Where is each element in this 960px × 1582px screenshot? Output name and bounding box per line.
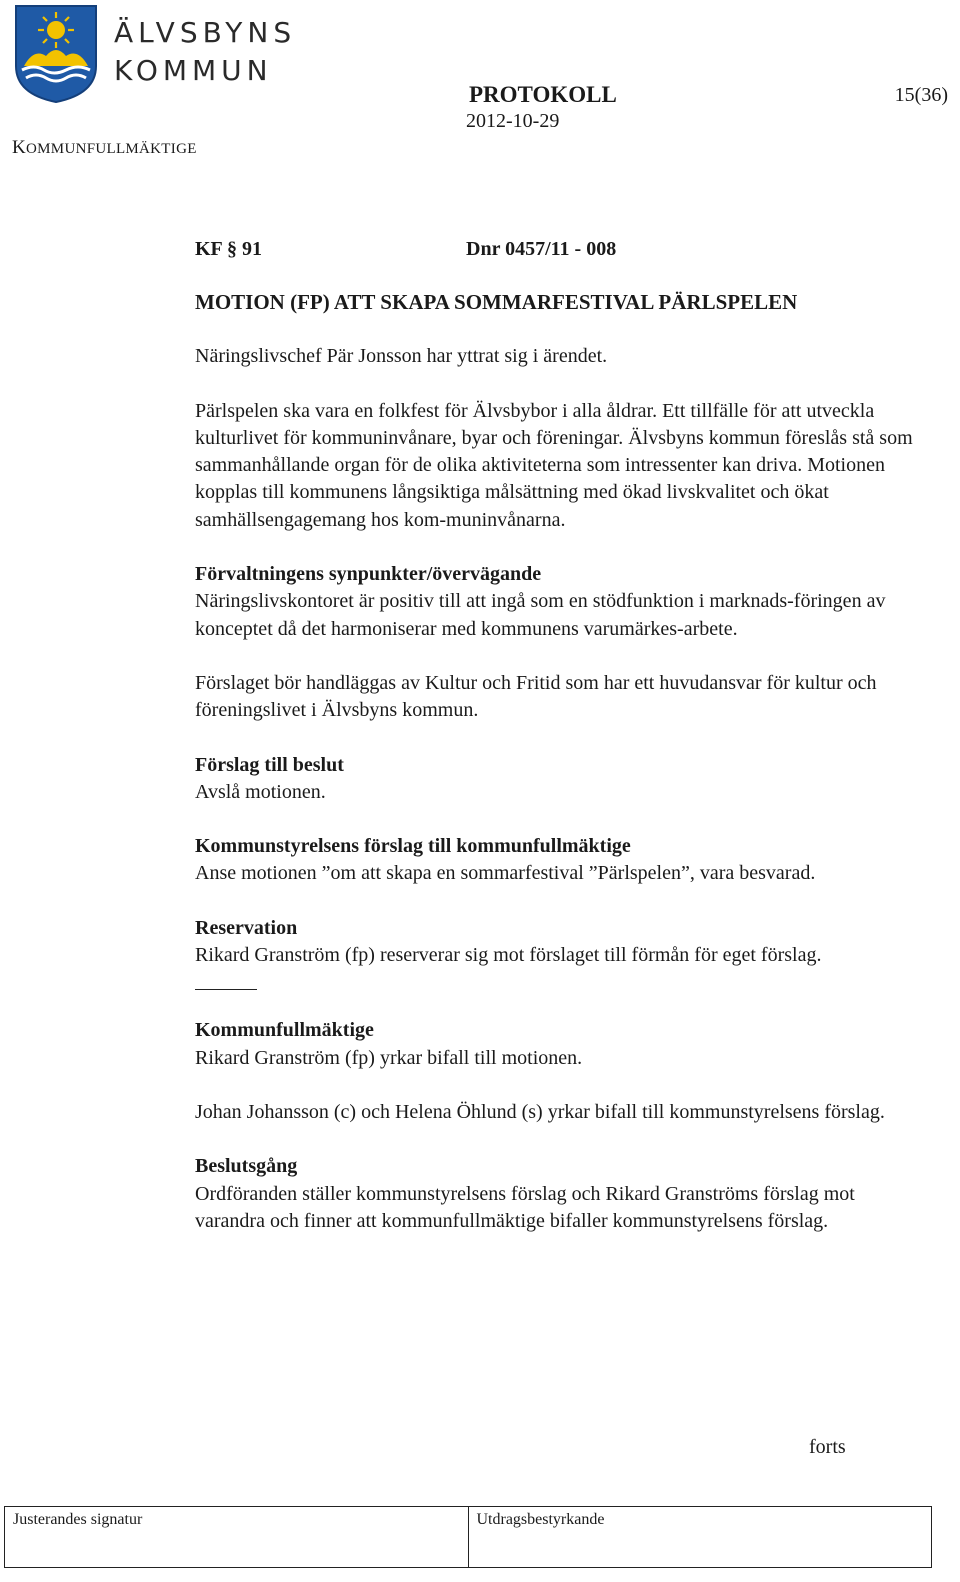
brand-line-2: KOMMUN xyxy=(114,54,273,87)
section-heading: Reservation xyxy=(195,916,298,939)
paragraph: Pärlspelen ska vara en folkfest för Älvsbybor i alla åldrar. Ett tillfälle för att utveckla kulturlivet för kommuninvånare, byar och föreningar. Älvsbyns kommun föreslås stå som sammanhållande organ för de olika aktiviteterna som intressenter kan driva. Motionen kopplas till kommunens långsiktiga målsättning med ökad livskvalitet och ökat samhällsengagemang hos kom-muninvånarna. xyxy=(195,399,913,531)
signature-cell: Justerandes signatur xyxy=(13,1511,143,1528)
section-heading: Förslag till beslut xyxy=(195,753,344,776)
diary-number: Dnr 0457/11 - 008 xyxy=(466,238,617,260)
section-heading: Förvaltningens synpunkter/övervägande xyxy=(195,563,542,586)
brand-line-1: ÄLVSBYNS xyxy=(114,16,297,49)
section-heading: Beslutsgång xyxy=(195,1155,298,1178)
organ-name-initial: K xyxy=(12,137,27,158)
paragraph: Anse motionen ”om att skapa en sommarfestival ”Pärlspelen”, vara besvarad. xyxy=(195,862,816,885)
page-number: 15(36) xyxy=(894,84,948,106)
paragraph: Rikard Granström (fp) reserverar sig mot förslaget till förmån för eget förslag. xyxy=(195,944,822,967)
document-body xyxy=(195,236,925,1235)
case-title: MOTION (FP) ATT SKAPA SOMMARFESTIVAL PÄRLSPELEN xyxy=(195,290,798,314)
document-type: PROTOKOLL xyxy=(469,82,617,107)
paragraph: Rikard Granström (fp) yrkar bifall till motionen. xyxy=(195,1046,583,1069)
organ-name-rest: OMMUNFULLMÄKTIGE xyxy=(26,141,197,157)
section-heading: Kommunstyrelsens förslag till kommunfullmäktige xyxy=(195,835,631,858)
document-date: 2012-10-29 xyxy=(466,110,560,132)
certification-cell: Utdragsbestyrkande xyxy=(468,1507,932,1567)
paragraph-number: KF § 91 xyxy=(195,238,263,260)
continuation-note: forts xyxy=(809,1436,846,1458)
paragraph: Näringslivskontoret är positiv till att ingå som en stödfunktion i marknads-föringen av konceptet då det harmoniserar med kommunens varumärkes-arbete. xyxy=(195,590,886,640)
municipality-wordmark xyxy=(114,14,296,90)
organ-name xyxy=(12,137,197,159)
paragraph: Näringslivschef Pär Jonsson har yttrat sig i ärendet. xyxy=(195,345,608,368)
paragraph: Förslaget bör handläggas av Kultur och Fritid som har ett huvudansvar för kultur och föreningslivet i Älvsbyns kommun. xyxy=(195,671,877,722)
municipality-crest-logo xyxy=(14,4,98,104)
signature-footer xyxy=(4,1506,932,1568)
case-reference-row xyxy=(195,236,925,263)
paragraph: Ordföranden ställer kommunstyrelsens förslag och Rikard Granströms förslag mot varandra och finner att kommunfullmäktige bifaller kommunstyrelsens förslag. xyxy=(195,1182,855,1232)
section-heading: Kommunfullmäktige xyxy=(195,1019,374,1042)
paragraph: Avslå motionen. xyxy=(195,780,326,803)
separator-line xyxy=(195,989,257,990)
paragraph: Johan Johansson (c) och Helena Öhlund (s) yrkar bifall till kommunstyrelsens förslag. xyxy=(195,1100,885,1123)
